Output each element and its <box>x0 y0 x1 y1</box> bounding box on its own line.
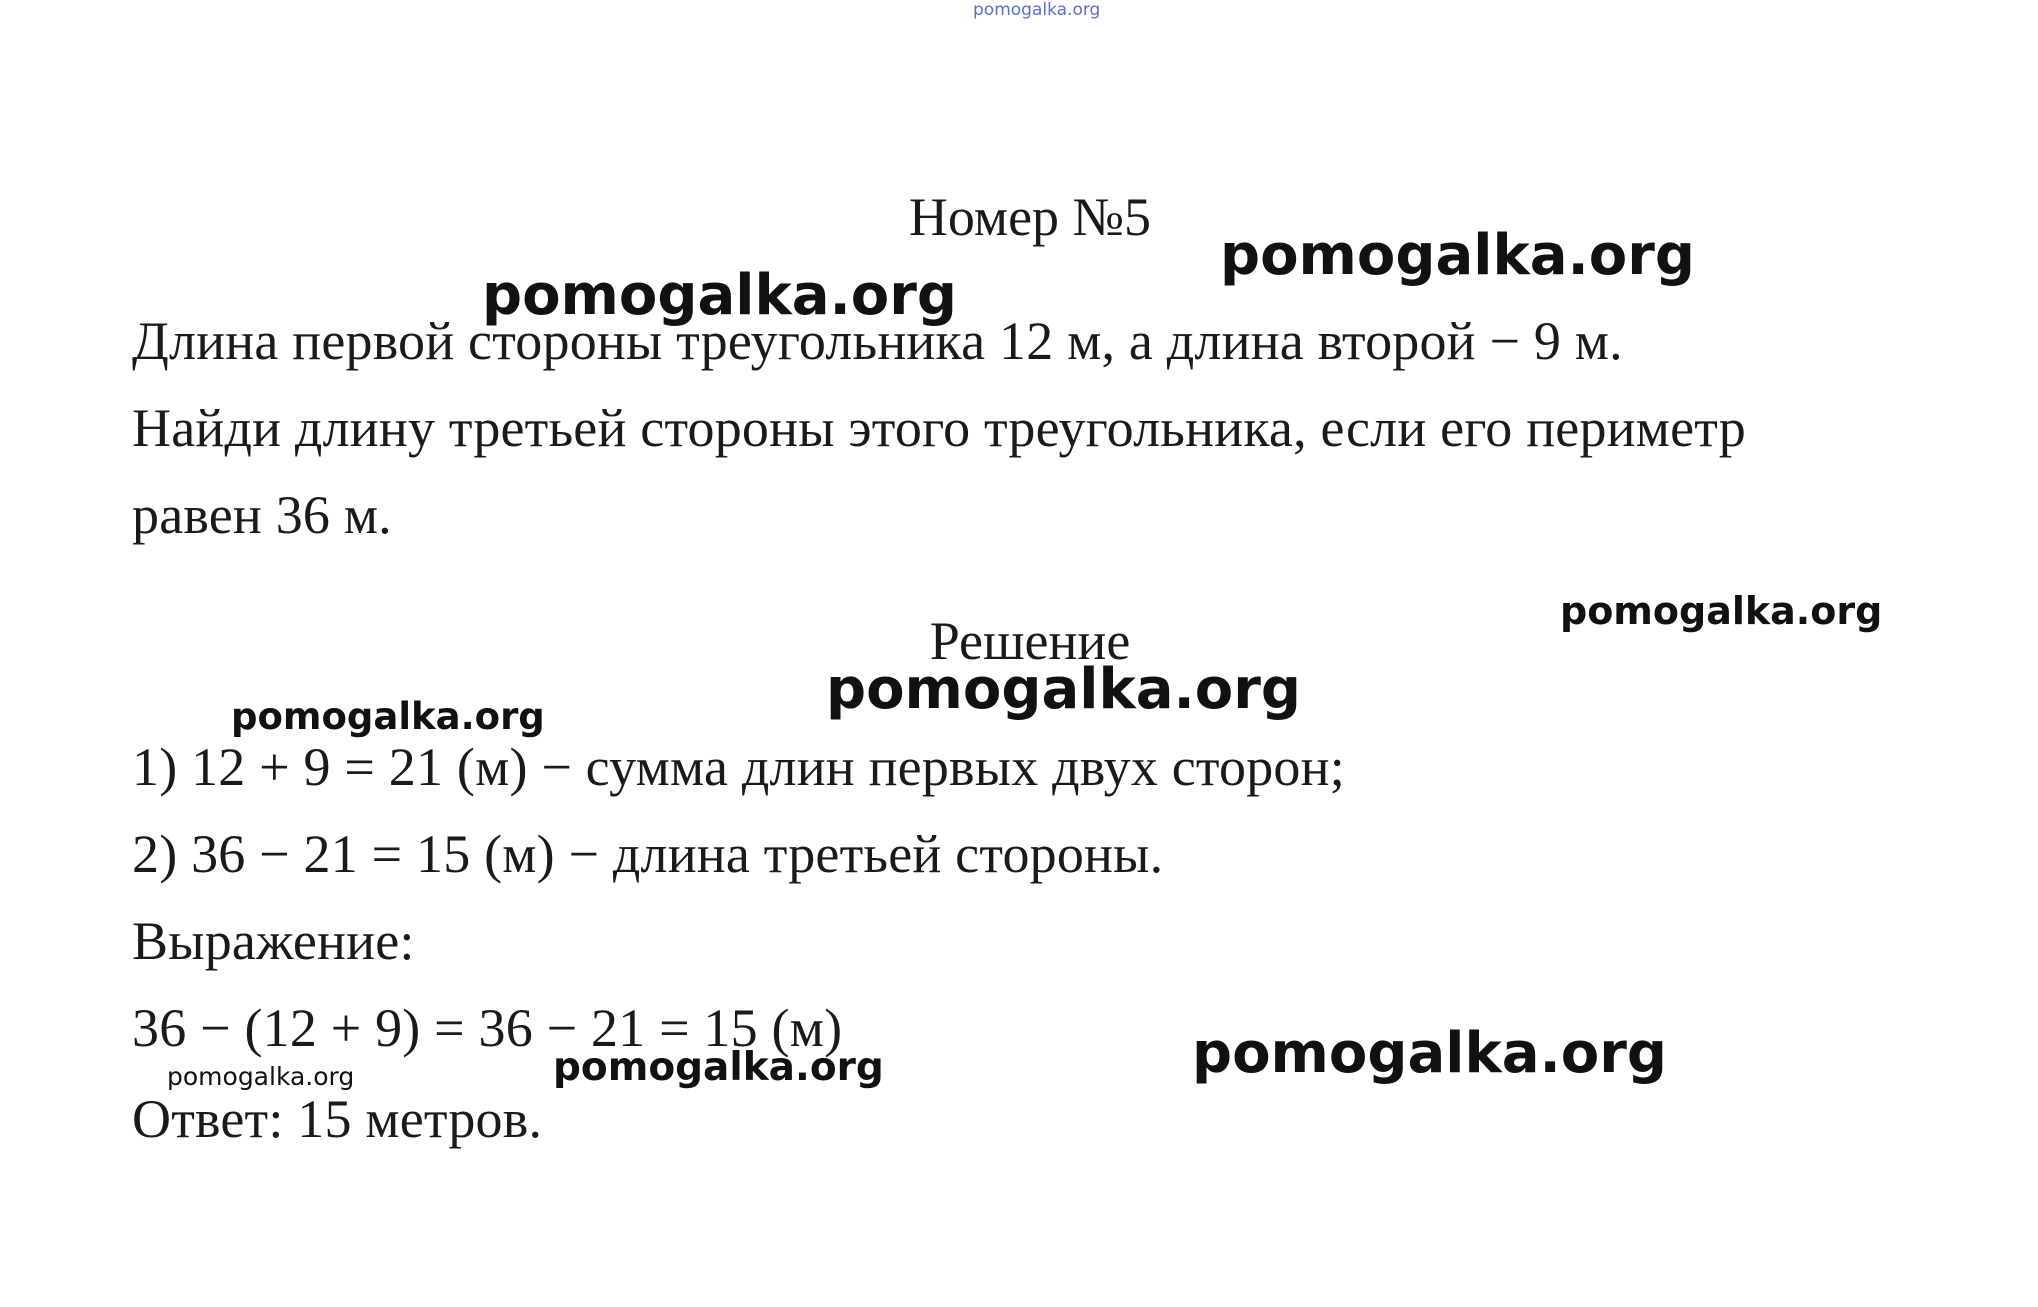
page-title: Номер №5 <box>908 187 1152 247</box>
watermark: pomogalka.org <box>1220 223 1695 288</box>
answer: Ответ: 15 метров. <box>132 1089 543 1149</box>
watermark: pomogalka.org <box>231 695 545 738</box>
expression-label: Выражение: <box>132 911 415 971</box>
expression: 36 − (12 + 9) = 36 − 21 = 15 (м) <box>132 998 843 1058</box>
solution-step-2: 2) 36 − 21 = 15 (м) − длина третьей стороны. <box>132 824 1164 884</box>
problem-line-1: Длина первой стороны треугольника 12 м, а длина второй − 9 м. <box>132 311 1623 371</box>
solution-step-1: 1) 12 + 9 = 21 (м) − сумма длин первых двух сторон; <box>132 737 1345 797</box>
problem-line-2: Найди длину третьей стороны этого треугольника, если его периметр <box>132 398 1746 458</box>
watermark: pomogalka.org <box>826 657 1301 722</box>
header-watermark: pomogalka.org <box>973 0 1101 20</box>
solution-heading: Решение <box>929 611 1131 671</box>
watermark: pomogalka.org <box>1560 589 1883 633</box>
watermark: pomogalka.org <box>167 1062 355 1091</box>
watermark: pomogalka.org <box>553 1045 884 1090</box>
watermark: pomogalka.org <box>1192 1021 1667 1086</box>
problem-line-3: равен 36 м. <box>132 485 392 545</box>
watermark: pomogalka.org <box>482 263 957 328</box>
